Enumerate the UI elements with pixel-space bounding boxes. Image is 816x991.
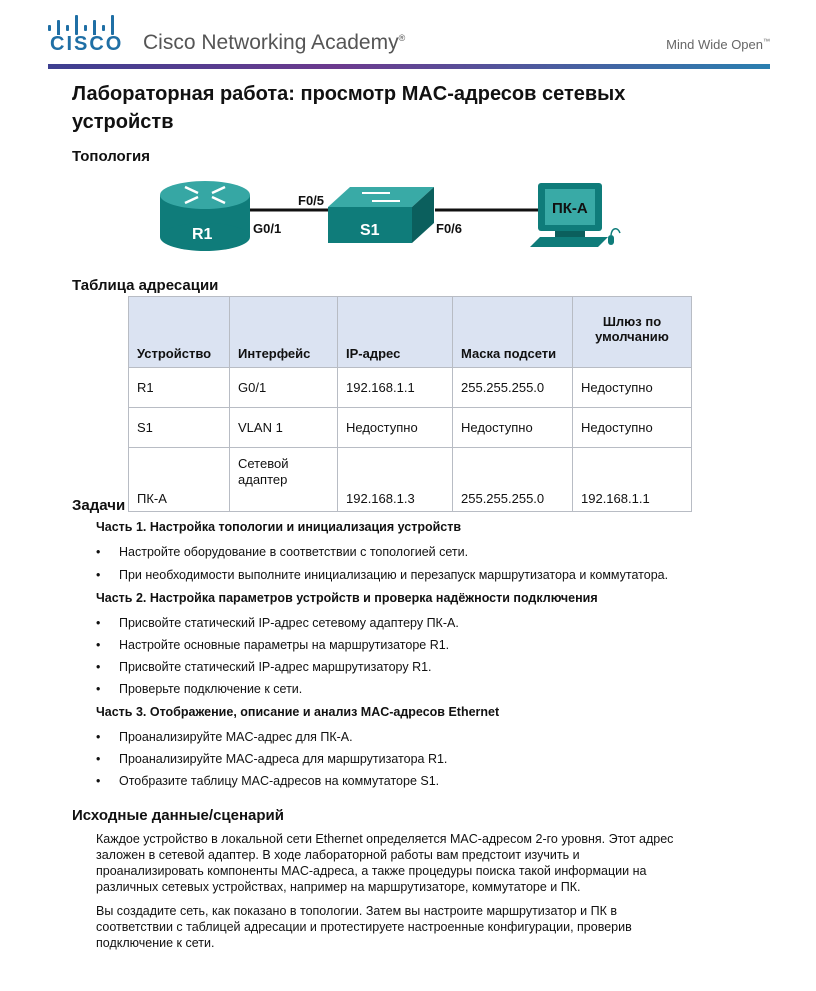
table-cell: Недоступно: [573, 408, 692, 448]
list-item: • Присвойте статический IP-адрес маршрутизатору R1.: [96, 660, 432, 674]
page-title: Лабораторная работа: просмотр MAC-адресов сетевых устройств: [72, 83, 626, 133]
port-label-g01: G0/1: [253, 221, 282, 236]
table-cell: Недоступно: [453, 408, 573, 448]
column-header: Маска подсети: [453, 297, 573, 368]
table-cell: 255.255.255.0: [453, 368, 573, 408]
list-item: • Проанализируйте MAC-адреса для маршрутизатора R1.: [96, 752, 448, 766]
cisco-wordmark: CISCO: [50, 33, 124, 55]
port-label-f05: F0/5: [298, 193, 325, 208]
column-header: Шлюз по умолчанию: [573, 297, 692, 368]
column-header: Интерфейс: [230, 297, 338, 368]
list-item: • Настройте оборудование в соответствии с топологией сети.: [96, 545, 469, 559]
table-cell: 255.255.255.0: [453, 448, 573, 512]
table-cell: R1: [129, 368, 230, 408]
part-title: Часть 2. Настройка параметров устройств и проверка надёжности подключения: [96, 591, 598, 605]
table-cell: Недоступно: [338, 408, 453, 448]
academy-name: Cisco Networking Academy®: [143, 31, 406, 54]
table-cell: 192.168.1.1: [338, 368, 453, 408]
table-cell: G0/1: [230, 368, 338, 408]
tagline: Mind Wide Open™: [666, 37, 770, 52]
table-cell: ПК-А: [129, 448, 230, 512]
table-cell: S1: [129, 408, 230, 448]
table-cell: 192.168.1.3: [338, 448, 453, 512]
port-label-f06: F0/6: [436, 221, 463, 236]
background-heading: Исходные данные/сценарий: [72, 807, 284, 824]
background-paragraph: Вы создадите сеть, как показано в топологии. Затем вы настроите маршрутизатор и ПК в соответствии с таблицей адресации и протестируете настроенные конфигурации, проверив подключение к сети.: [96, 904, 632, 950]
table-cell: VLAN 1: [230, 408, 338, 448]
addressing-table: [128, 296, 692, 512]
pc-label: ПК-А: [552, 200, 588, 217]
list-item: • Настройте основные параметры на маршрутизаторе R1.: [96, 638, 450, 652]
topology-heading: Топология: [72, 148, 150, 165]
list-item: • Присвойте статический IP-адрес сетевому адаптеру ПК-А.: [96, 616, 459, 630]
topology-diagram: [150, 175, 640, 265]
part-title: Часть 1. Настройка топологии и инициализация устройств: [96, 520, 462, 534]
column-header: Устройство: [129, 297, 230, 368]
switch-label: S1: [360, 222, 380, 239]
cisco-logo-icon: [47, 13, 119, 35]
table-row: [129, 408, 692, 448]
table-row: [129, 448, 692, 512]
table-header-row: [129, 297, 692, 368]
table-cell: Сетевой адаптер: [230, 448, 338, 512]
part-title: Часть 3. Отображение, описание и анализ MAC-адресов Ethernet: [96, 705, 500, 719]
list-item: • Отобразите таблицу MAC-адресов на коммутаторе S1.: [96, 774, 440, 788]
background-paragraph: Каждое устройство в локальной сети Ethernet определяется MAC-адресом 2-го уровня. Этот адрес заложен в сетевой адаптер. В ходе лабораторной работы вам предстоит изучить и проанализировать компоненты MAC-адреса, а также процедуры поиска такой информации на различных сетевых устройствах, например на маршрутизаторе, коммутаторе и ПК.: [96, 832, 674, 894]
list-item: • При необходимости выполните инициализацию и перезапуск маршрутизатора и коммутатора.: [96, 568, 669, 582]
list-item: • Проверьте подключение к сети.: [96, 682, 303, 696]
header-divider: [48, 64, 770, 69]
list-item: • Проанализируйте MAC-адрес для ПК-А.: [96, 730, 353, 744]
page-header: [0, 0, 816, 72]
column-header: IP-адрес: [338, 297, 453, 368]
router-label: R1: [192, 226, 213, 243]
switch-icon: [328, 187, 434, 243]
table-row: [129, 368, 692, 408]
tasks-heading: Задачи: [72, 497, 126, 514]
addressing-heading: Таблица адресации: [72, 277, 219, 294]
table-cell: Недоступно: [573, 368, 692, 408]
table-cell: 192.168.1.1: [573, 448, 692, 512]
